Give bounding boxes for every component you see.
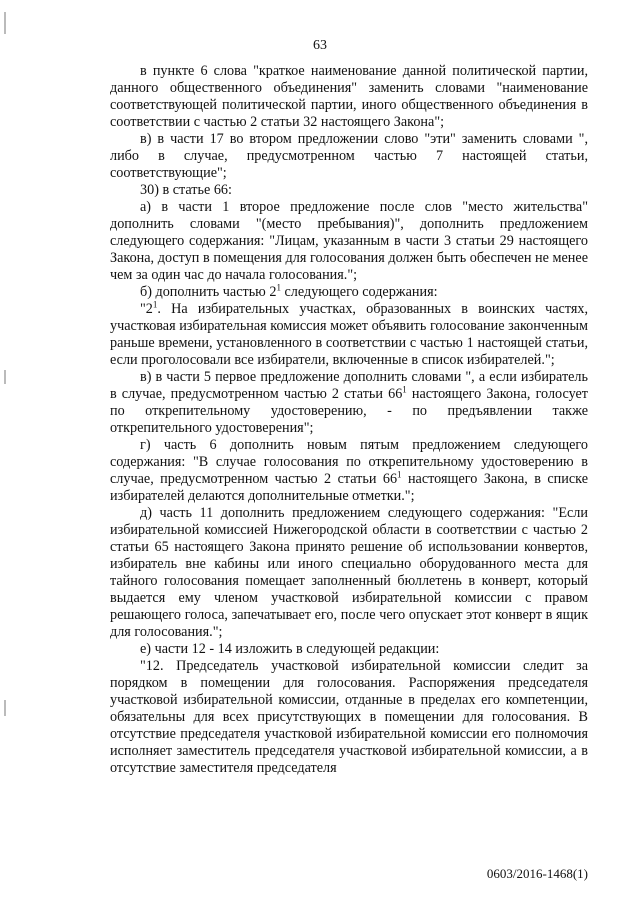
paragraph: а) в части 1 второе предложение после слов "место жительства" дополнить словами "(место пребывания)", дополнить предложением следующего содержания: "Лицам, указанным в части 3 статьи 29 настоящего Закона, доступ в помещения для голосования должен быть обеспечен не менее чем за один час до начала голосования."; (110, 199, 588, 283)
paragraph-text: г) часть 6 дополнить новым пятым предложением следующего содержания: "В случае голосования по открепительному удостоверению в случае, предусмотренном частью 2 статьи 66 (110, 437, 588, 487)
paragraph: в) в части 17 во втором предложении слово "эти" заменить словами ", либо в случае, предусмотренном частью 7 настоящей статьи, соответствующие"; (110, 131, 588, 181)
paragraph-text: б) дополнить частью 2 (140, 284, 277, 300)
paragraph-text: "2 (140, 301, 153, 317)
scan-artifact (4, 700, 6, 716)
paragraph (110, 284, 588, 301)
paragraph-text: настоящего Закона, в списке избирателей делаются дополнительные отметки."; (110, 471, 588, 504)
document-code: 0603/2016-1468(1) (486, 866, 588, 881)
superscript: 1 (397, 469, 402, 480)
paragraph: е) части 12 - 14 изложить в следующей редакции: (140, 641, 440, 657)
paragraph: 30) в статье 66: (140, 182, 232, 198)
superscript: 1 (152, 299, 158, 310)
paragraph (110, 301, 588, 369)
paragraph (110, 437, 588, 505)
paragraph-text: . На избирательных участках, образованных в воинских частях, участковая избирательная комиссия может объявить голосование законченным раньше времени, установленного в соответствии с частью 1 настоящей статьи, если проголосовали все избиратели, включенные в список избирателей."; (110, 301, 588, 368)
scan-artifact (4, 12, 6, 34)
paragraph: "12. Председатель участковой избирательной комиссии следит за порядком в помещении для голосования. Распоряжения председателя участковой избирательной комиссии, отданные в пределах его компетенции, обязательны для всех присутствующих в помещении для голосования. В отсутствие председателя участковой избирательной комиссии его полномочия исполняет заместитель председателя участковой избирательной комиссии, а в отсутствие заместителя председателя (110, 658, 588, 776)
scan-artifact (4, 370, 6, 384)
paragraph: в пункте 6 слова "краткое наименование данной политической партии, данного общественного объединения" заменить словами "наименование соответствующей политической партии, иного общественного объединения в соответствии с частью 2 статьи 32 настоящего Закона"; (110, 63, 588, 130)
paragraph-text: настоящего Закона, голосует по открепительному удостоверению, - по предъявлении также открепительного удостоверения"; (110, 386, 588, 436)
page-number: 63 (313, 38, 327, 53)
paragraph (110, 369, 588, 437)
paragraph-text: в) в части 5 первое предложение дополнить словами ", а если избиратель в случае, предусмотренном частью 2 статьи 66 (110, 369, 588, 402)
document-body (110, 63, 588, 777)
superscript: 1 (276, 282, 281, 293)
paragraph: д) часть 11 дополнить предложением следующего содержания: "Если избирательной комиссией Нижегородской области в соответствии с частью 2 статьи 65 настоящего Закона принято решение об использовании конвертов, избиратель вне кабины или иного специально оборудованного места для тайного голосования помещает заполненный бюллетень в конверт, который выдается ему членом участковой избирательной комиссии с правом решающего голоса, запечатывает его, после чего опускает этот конверт в ящик для голосования."; (110, 505, 588, 640)
superscript: 1 (402, 384, 407, 395)
paragraph-text: следующего содержания: (280, 284, 438, 300)
